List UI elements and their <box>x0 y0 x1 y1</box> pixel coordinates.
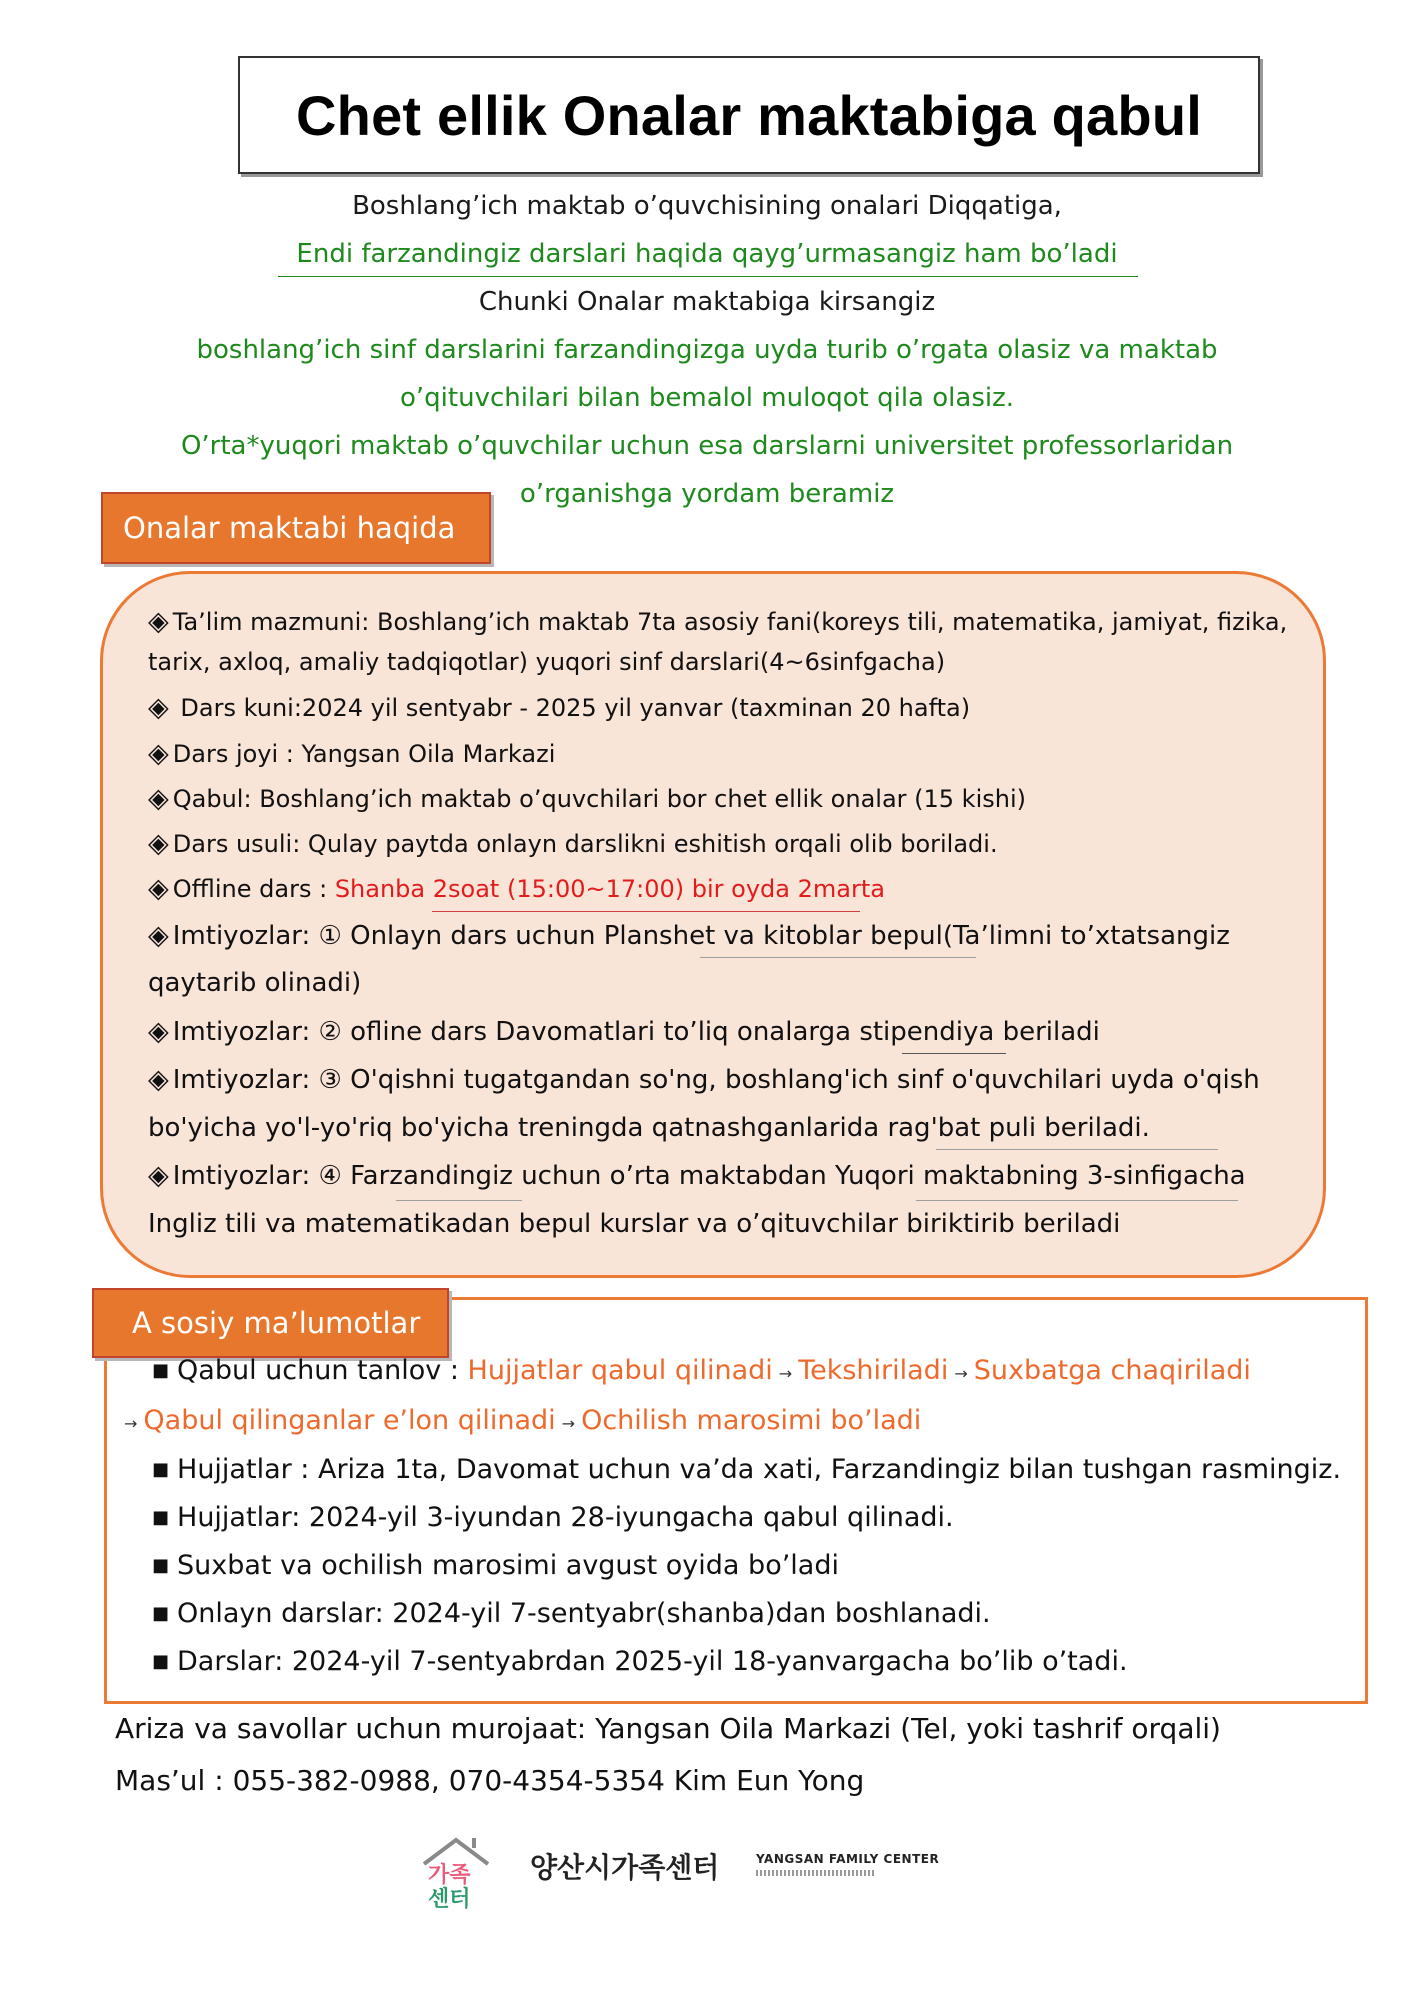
benefit-4-underline-b <box>916 1200 1238 1201</box>
diamond-bullet-icon: ◈ <box>148 920 169 951</box>
selection-process-row-cont <box>124 1397 921 1448</box>
offline-schedule: Shanba 2soat (15:00~17:00) bir oyda 2marta <box>334 875 885 903</box>
contact-line-2: Mas’ul : 055-382-0988, 070-4354-5354 Kim Eun Yong <box>115 1764 865 1797</box>
diamond-bullet-icon: ◈ <box>148 783 169 814</box>
diamond-bullet-icon: ◈ <box>148 1160 169 1191</box>
about-item-content: ◈ Ta’lim mazmuni: Boshlang’ich maktab 7ta asosiy fani(koreys tili, matematika, jamiyat, fizika, <box>148 606 1288 637</box>
about-item-dates: ◈ Dars kuni:2024 yil sentyabr - 2025 yil yanvar (taxminan 20 hafta) <box>148 692 971 723</box>
intro-underline <box>278 276 1138 277</box>
intro-line-5: o’qituvchilari bilan bemalol muloqot qila olasiz. <box>400 383 1014 413</box>
arrow-right-icon: → <box>124 1414 138 1433</box>
diamond-bullet-icon: ◈ <box>148 1016 169 1047</box>
diamond-bullet-icon: ◈ <box>148 873 169 904</box>
about-item-benefit-1: ◈ Imtiyozlar: ① Onlayn dars uchun Planshet va kitoblar bepul(Ta’limni to’xtatsangiz <box>148 920 1230 951</box>
intro-line-2: Endi farzandingiz darslari haqida qayg’urmasangiz ham bo’ladi <box>296 239 1118 269</box>
benefit-3-underline <box>936 1149 1218 1150</box>
basic-section-label: A sosiy ma’lumotlar <box>92 1288 449 1358</box>
about-item-place: ◈ Dars joyi : Yangsan Oila Markazi <box>148 738 556 769</box>
intro-line-3: Chunki Onalar maktabiga kirsangiz <box>478 287 936 317</box>
square-bullet-icon: ■ <box>152 1555 170 1576</box>
diamond-bullet-icon: ◈ <box>148 692 169 723</box>
basic-item-deadline: ■ Hujjatlar: 2024-yil 3-iyundan 28-iyungacha qabul qilinadi. <box>152 1502 954 1533</box>
step-5: Ochilish marosimi bo’ladi <box>581 1405 922 1436</box>
basic-item-online-start: ■ Onlayn darslar: 2024-yil 7-sentyabr(shanba)dan boshlanadi. <box>152 1598 991 1629</box>
intro-line-6: O’rta*yuqori maktab o’quvchilar uchun esa darslarni universitet professorlaridan <box>180 431 1234 461</box>
square-bullet-icon: ■ <box>152 1651 170 1672</box>
square-bullet-icon: ■ <box>152 1507 170 1528</box>
step-4: Qabul qilinganlar e’lon qilinadi <box>143 1405 556 1436</box>
logo-mark-bottom: 센터 <box>428 1887 471 1910</box>
intro-line-1: Boshlang’ich maktab o’quvchisining onalari Diqqatiga, <box>352 191 1062 221</box>
step-1: Hujjatlar qabul qilinadi <box>467 1355 773 1386</box>
about-item-benefit-3: ◈ Imtiyozlar: ③ O'qishni tugatgandan so'ng, boshlang'ich sinf o'quvchilari uyda o'qish <box>148 1064 1260 1095</box>
square-bullet-icon: ■ <box>152 1360 170 1381</box>
about-item-benefit-1-cont: qaytarib olinadi) <box>148 968 362 998</box>
arrow-right-icon: → <box>778 1364 793 1383</box>
about-item-method: ◈ Dars usuli: Qulay paytda onlayn darslikni eshitish orqali olib boriladi. <box>148 828 998 859</box>
arrow-right-icon: → <box>954 1364 968 1383</box>
intro-line-4: boshlang’ich sinf darslarini farzandingizga uyda turib o’rgata olasiz va maktab <box>196 335 1218 365</box>
basic-item-interview: ■ Suxbat va ochilish marosimi avgust oyida bo’ladi <box>152 1550 839 1581</box>
step-2: Tekshiriladi <box>798 1355 949 1386</box>
logo-mark-top: 가족 <box>428 1863 471 1888</box>
arrow-right-icon: → <box>561 1414 576 1433</box>
about-item-benefit-4: ◈ Imtiyozlar: ④ Farzandingiz uchun o’rta maktabdan Yuqori maktabning 3-sinfigacha <box>148 1160 1246 1191</box>
logo-tagline <box>756 1870 876 1876</box>
square-bullet-icon: ■ <box>152 1459 170 1480</box>
diamond-bullet-icon: ◈ <box>148 1064 169 1095</box>
about-item-offline: ◈ Offline dars : Shanba 2soat (15:00~17:00) bir oyda 2marta <box>148 873 885 904</box>
benefit-2-underline <box>902 1053 1006 1054</box>
offline-underline <box>432 911 860 912</box>
about-item-benefit-2: ◈ Imtiyozlar: ② ofline dars Davomatlari to’liq onalarga stipendiya beriladi <box>148 1016 1100 1047</box>
about-item-admission: ◈ Qabul: Boshlang’ich maktab o’quvchilari bor chet ellik onalar (15 kishi) <box>148 783 1026 814</box>
diamond-bullet-icon: ◈ <box>148 828 169 859</box>
about-section-label: Onalar maktabi haqida <box>101 492 491 564</box>
about-item-benefit-4-cont: Ingliz tili va matematikadan bepul kurslar va o’qituvchilar biriktirib beriladi <box>148 1209 1121 1239</box>
diamond-bullet-icon: ◈ <box>148 606 169 637</box>
benefit-1-underline <box>700 957 976 958</box>
intro-line-7: o’rganishga yordam beramiz <box>519 479 895 509</box>
title-box <box>238 56 1260 174</box>
basic-item-documents: ■ Hujjatlar : Ariza 1ta, Davomat uchun va’da xati, Farzandingiz bilan tushgan rasmingiz. <box>152 1454 1342 1485</box>
contact-line-1: Ariza va savollar uchun murojaat: Yangsan Oila Markazi (Tel, yoki tashrif orqali) <box>115 1712 1221 1745</box>
logo-korean-name: 양산시가족센터 <box>530 1851 720 1884</box>
selection-process-row: ■ Qabul uchun tanlov : Hujjatlar qabul qilinadi → Tekshiriladi → Suxbatga chaqiriladi <box>152 1355 1251 1386</box>
about-item-content-cont: tarix, axloq, amaliy tadqiqotlar) yuqori sinf darslari(4~6sinfgacha) <box>148 648 946 676</box>
benefit-4-underline-a <box>396 1200 522 1201</box>
step-3: Suxbatga chaqiriladi <box>973 1355 1251 1386</box>
page-title: Chet ellik Onalar maktabiga qabul <box>296 83 1202 147</box>
logo-english-name: YANGSAN FAMILY CENTER <box>756 1852 940 1866</box>
basic-item-period: ■ Darslar: 2024-yil 7-sentyabrdan 2025-yil 18-yanvargacha bo’lib o’tadi. <box>152 1646 1128 1677</box>
about-item-benefit-3-cont: bo'yicha yo'l-yo'riq bo'yicha treningda qatnashganlarida rag'bat puli beriladi. <box>148 1113 1150 1143</box>
house-logo-icon <box>418 1830 518 1910</box>
diamond-bullet-icon: ◈ <box>148 738 169 769</box>
square-bullet-icon: ■ <box>152 1603 170 1624</box>
